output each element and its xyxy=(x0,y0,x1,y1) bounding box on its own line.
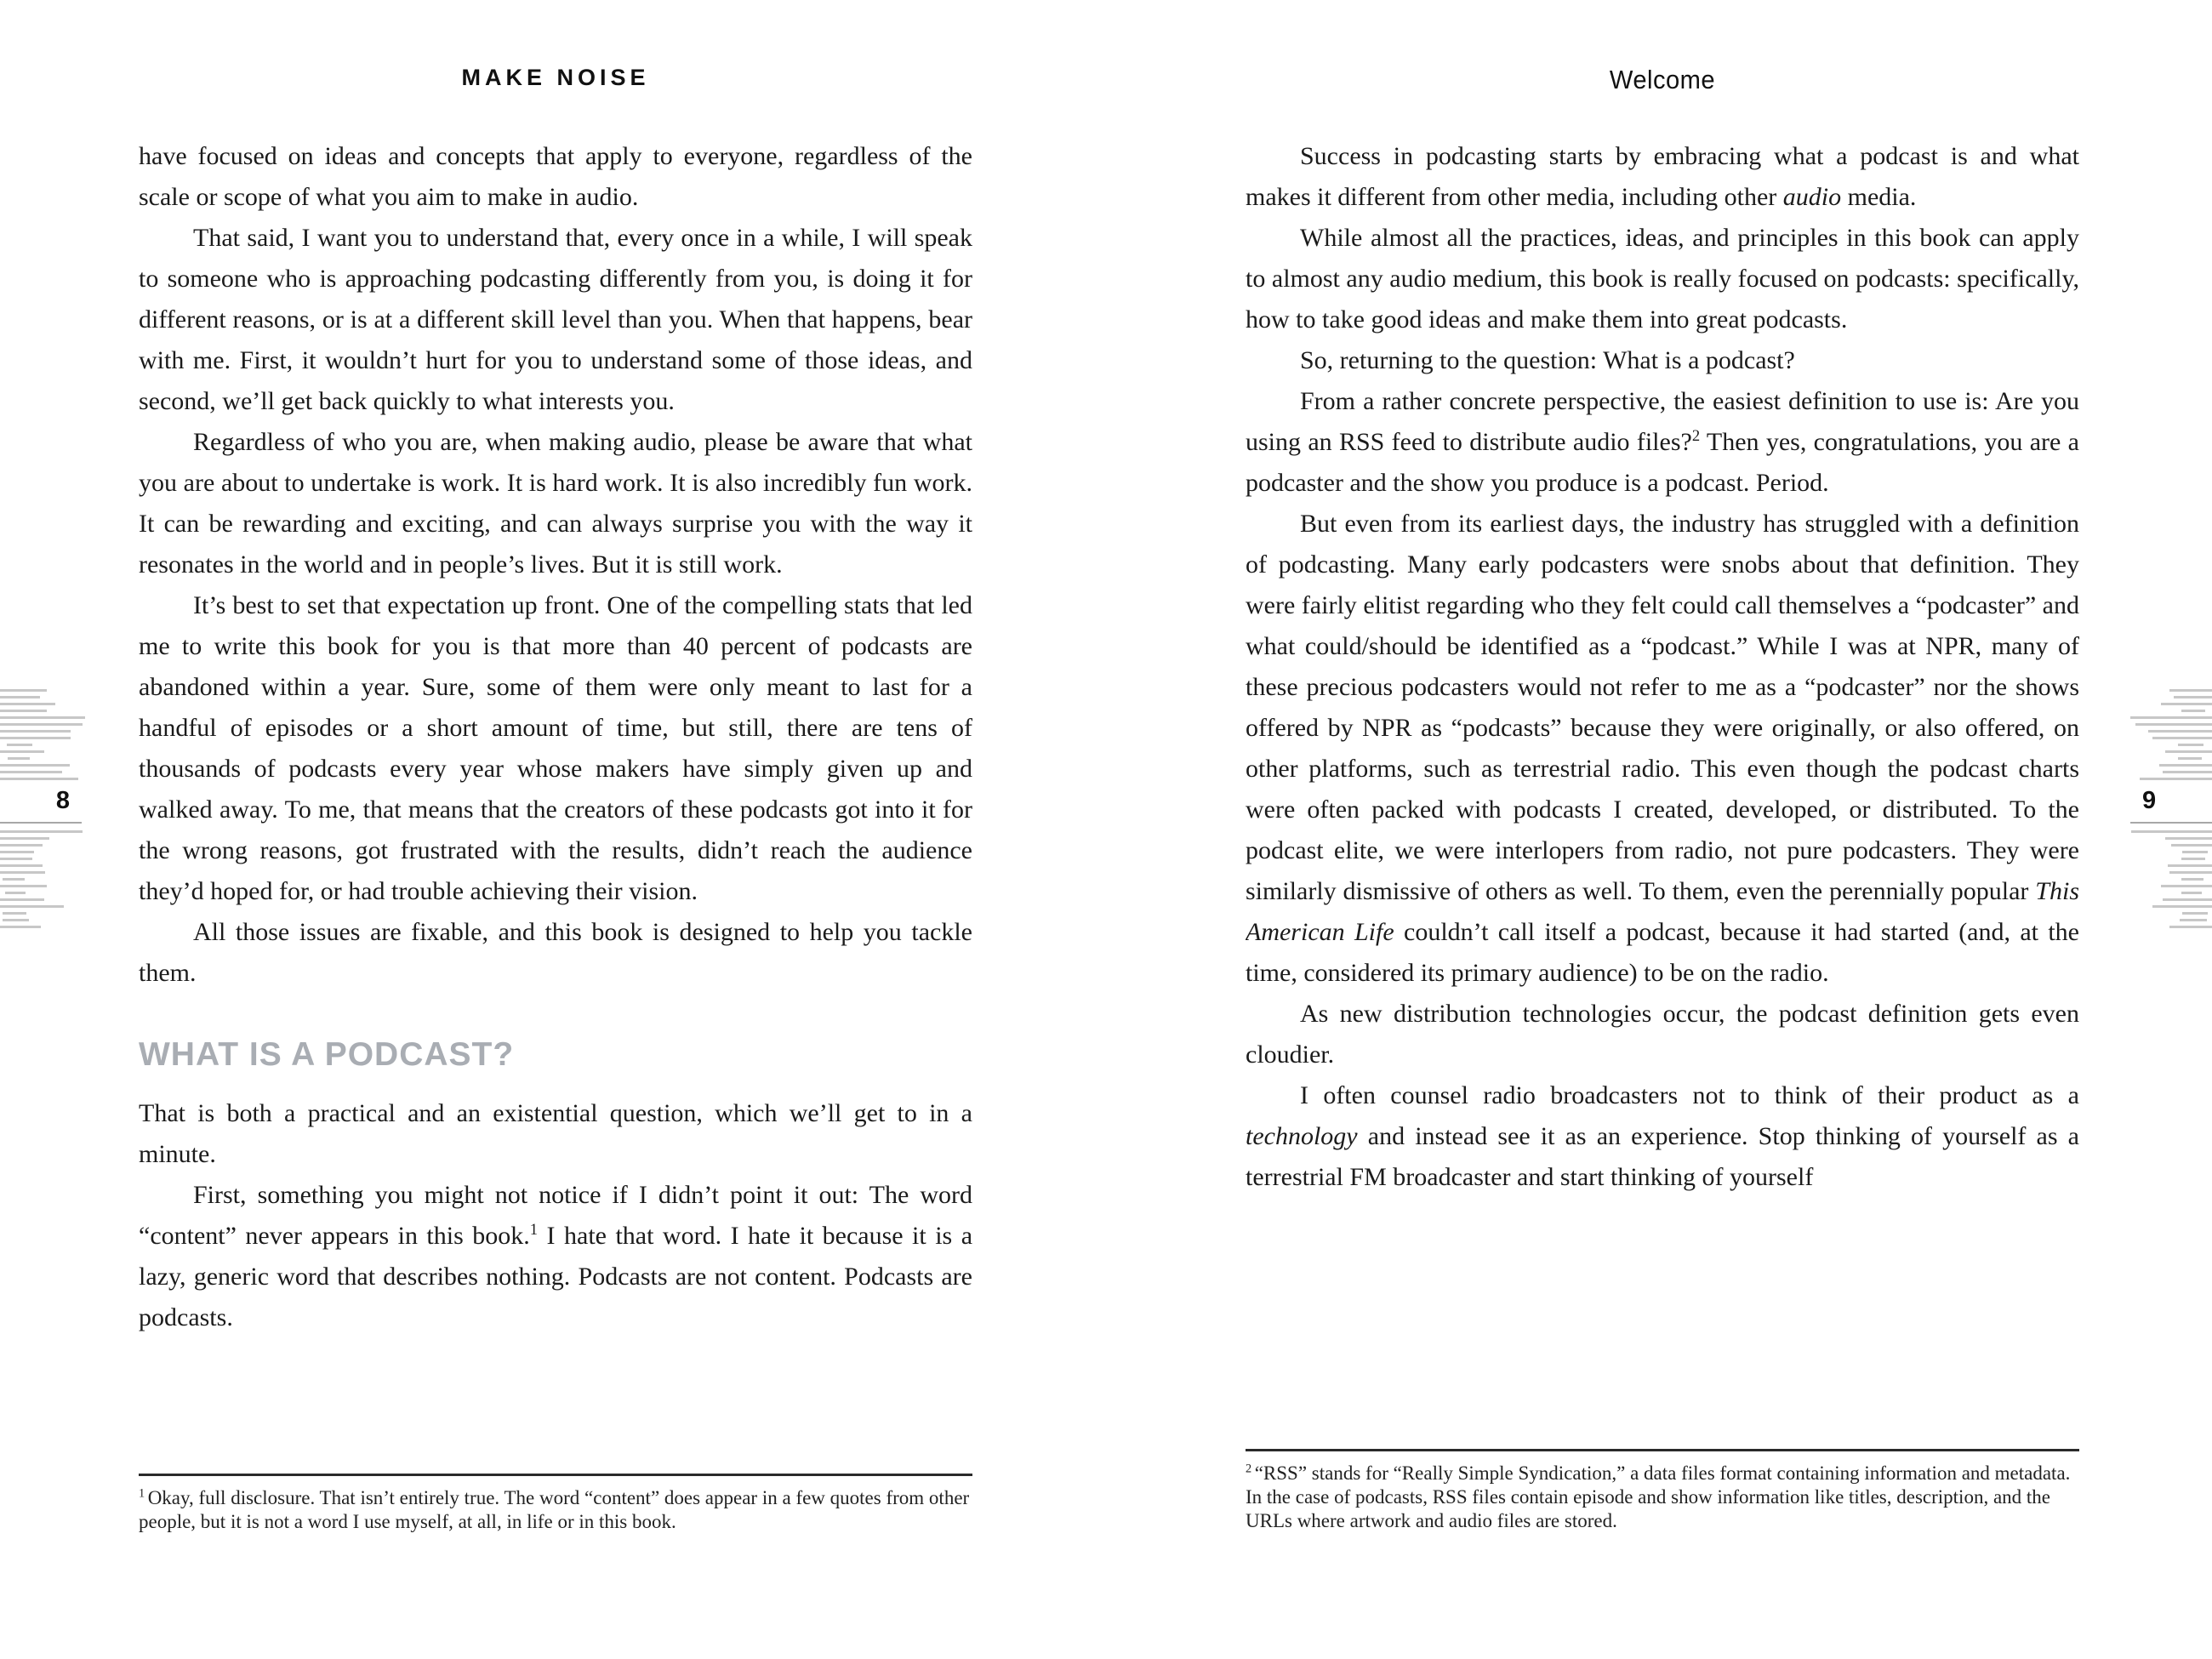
paragraph xyxy=(1246,218,2079,340)
page-number-left: 8 xyxy=(55,787,70,814)
waveform-bars-bottom xyxy=(2130,830,2212,928)
text-segment: This American Life xyxy=(1246,877,2079,946)
waveform-bar xyxy=(2181,858,2205,860)
page-number-right: 9 xyxy=(2142,787,2157,814)
waveform-bar xyxy=(2174,696,2212,698)
paragraph xyxy=(139,1093,972,1175)
text-segment: While almost all the practices, ideas, and principles in this book can apply to almost any audio medium, this book is really focused on podcasts: specifically, how to take good ideas and make them into great podcasts. xyxy=(1246,224,2079,334)
waveform-bars-top xyxy=(0,689,82,780)
footnote-marker: 2 xyxy=(1691,427,1701,445)
running-head-left: MAKE NOISE xyxy=(461,65,650,90)
waveform-bar xyxy=(0,885,47,887)
paragraph xyxy=(139,218,972,422)
waveform-bar xyxy=(2169,926,2212,928)
waveform-bar xyxy=(0,830,83,833)
text-segment: couldn’t call itself a podcast, because it had started (and, at the time, considered its primary audience) to be on the radio. xyxy=(1246,918,2079,987)
section-heading: WHAT IS A PODCAST? xyxy=(139,1036,515,1073)
text-segment: That is both a practical and an existential question, which we’ll get to in a minute. xyxy=(139,1098,972,1168)
waveform-bar xyxy=(0,871,45,874)
running-head-right: Welcome xyxy=(1609,65,1716,94)
waveform-bar xyxy=(0,905,64,908)
text-segment: technology xyxy=(1246,1122,1358,1150)
paragraph xyxy=(1246,504,2079,994)
waveform-bar xyxy=(2163,771,2212,773)
paragraph-group-before-heading xyxy=(139,136,972,994)
text-segment: I often counsel radio broadcasters not to think of their product as a xyxy=(1300,1081,2079,1109)
text-segment: and instead see it as an experience. Stop thinking of yourself as a terrestrial FM broadcaster and start thinking of yourself xyxy=(1246,1122,2079,1191)
paragraph-group-after-heading xyxy=(139,1093,972,1338)
waveform-bar xyxy=(2181,878,2203,881)
paragraph xyxy=(139,1175,972,1338)
waveform-bar xyxy=(0,837,49,840)
text-segment: Success in podcasting starts by embracing what a podcast is and what makes it different from other media, including other xyxy=(1246,142,2079,211)
waveform-decoration-left xyxy=(0,689,82,932)
text-segment: All those issues are fixable, and this book is designed to help you tackle them. xyxy=(139,918,972,987)
waveform-bar xyxy=(7,744,32,746)
waveform-bar xyxy=(3,912,26,915)
waveform-bar xyxy=(0,696,40,698)
text-segment: That said, I want you to understand that, every once in a while, I will speak to someone who is approaching podcasting differently from you, is doing it for different reasons, or is at a different skill level than you. When that happens, bear with me. First, it wouldn’t hurt for you to understand some of those ideas, and second, we’ll get back quickly to what interests you. xyxy=(139,224,972,415)
paragraph xyxy=(139,422,972,585)
waveform-bar xyxy=(2171,844,2212,847)
waveform-bar xyxy=(0,737,71,739)
text-segment: As new distribution technologies occur, the podcast definition gets even cloudier. xyxy=(1246,1000,2079,1069)
page-number-row xyxy=(2130,784,2212,824)
waveform-bar xyxy=(2165,837,2212,840)
waveform-bar xyxy=(2130,716,2212,719)
text-segment: have focused on ideas and concepts that apply to everyone, regardless of the scale or scope of what you aim to make in audio. xyxy=(139,142,972,211)
waveform-bars-bottom xyxy=(0,830,82,928)
paragraph xyxy=(1246,994,2079,1075)
text-segment: media. xyxy=(1841,183,1917,211)
body-text-right xyxy=(1246,136,2079,1198)
waveform-decoration-right xyxy=(2130,689,2212,932)
text-segment: From a rather concrete perspective, the easiest definition to use is: Are you using an RSS feed to distribute audio files? xyxy=(1246,387,2079,456)
waveform-bar xyxy=(2152,905,2212,908)
text-segment: Then yes, congratulations, you are a podcaster and the show you produce is a podcast. Period. xyxy=(1246,428,2079,497)
waveform-bar xyxy=(0,710,47,712)
footnote-marker: 1 xyxy=(529,1220,539,1239)
text-segment: I hate that word. I hate it because it is a lazy, generic word that describes nothing. Podcasts are not content. Podcasts are podcasts. xyxy=(139,1221,972,1331)
waveform-bar xyxy=(0,750,44,753)
page-number-row xyxy=(0,784,82,824)
waveform-bar xyxy=(2178,757,2202,760)
waveform-bar xyxy=(0,771,62,773)
waveform-bars-top xyxy=(2130,689,2212,780)
waveform-bar xyxy=(2182,851,2208,853)
footnote-left xyxy=(139,1474,972,1534)
waveform-bar xyxy=(0,851,34,853)
waveform-bar xyxy=(0,778,78,780)
footnote-right xyxy=(1246,1449,2079,1533)
footnote-marker: 1 xyxy=(139,1486,148,1501)
paragraph xyxy=(1246,340,2079,381)
waveform-bar xyxy=(0,730,71,733)
waveform-bar xyxy=(0,926,41,928)
waveform-bar xyxy=(2152,737,2212,739)
text-segment: “RSS” stands for “Really Simple Syndication,” a data files format containing information and metadata. In the case of podcasts, RSS files contain episode and show information like titles, description, and the URLs where artwork and audio files are stored. xyxy=(1246,1462,2071,1531)
text-segment: It’s best to set that expectation up front. One of the compelling stats that led me to write this book for you is that more than 40 percent of podcasts are abandoned within a year. Sure, some of them were only meant to last for a handful of episodes or a short amount of time, but still, there are tens of thousands of podcasts every year whose makers have simply given up and walked away. To me, that means that the creators of these podcasts got into it for the wrong reasons, got frustrated with the results, didn’t reach the audience they’d hoped for, or had trouble achieving their vision. xyxy=(139,591,972,905)
waveform-bar xyxy=(2181,892,2202,894)
waveform-bar xyxy=(2165,750,2212,753)
waveform-bar xyxy=(0,716,85,719)
paragraph xyxy=(1246,1075,2079,1198)
paragraph xyxy=(139,585,972,912)
text-segment: So, returning to the question: What is a podcast? xyxy=(1300,346,1795,374)
waveform-bar xyxy=(2163,898,2212,901)
waveform-bar xyxy=(2161,703,2212,705)
waveform-bar xyxy=(0,764,70,767)
text-segment: But even from its earliest days, the industry has struggled with a definition of podcasting. Many early podcasters were snobs about that definition. They were fairly elitist regarding who they felt could call themselves a “podcaster” and what could/should be identified as a “podcast.” While I was at NPR, many of these precious podcasters would not refer to me as a “podcaster” nor the shows offered by NPR as “podcasts” because they were originally, or also offered, on other platforms, such as terrestrial radio. This even though the podcast charts were often packed with podcasts I created, developed, or distributed. To the podcast elite, we were interlopers from radio, not pure podcasters. They were similarly dismissive of others as well. To them, even the perennially popular xyxy=(1246,510,2079,905)
waveform-bar xyxy=(0,723,83,726)
text-segment: First, something you might not notice if I didn’t point it out: The word “content” never appears in this book. xyxy=(139,1180,972,1250)
footnote-marker: 2 xyxy=(1246,1462,1255,1476)
waveform-bar xyxy=(2135,723,2212,726)
waveform-bar xyxy=(5,892,26,894)
waveform-bar xyxy=(2140,778,2212,780)
waveform-bar xyxy=(3,919,29,921)
paragraph xyxy=(139,136,972,218)
waveform-bar xyxy=(0,689,47,692)
body-text-left xyxy=(139,136,972,1338)
paragraph-group xyxy=(1246,136,2079,1198)
waveform-bar xyxy=(2161,885,2212,887)
waveform-bar xyxy=(2169,689,2212,692)
waveform-bar xyxy=(0,703,55,705)
waveform-bar xyxy=(2180,919,2207,921)
waveform-bar xyxy=(2148,730,2212,733)
waveform-bar xyxy=(2178,744,2203,746)
waveform-bar xyxy=(2169,871,2212,874)
text-segment: Okay, full disclosure. That isn’t entirely true. The word “content” does appear in a few quotes from other people, but it is not a word I use myself, at all, in life or in this book. xyxy=(139,1487,970,1532)
waveform-bar xyxy=(0,844,43,847)
waveform-bar xyxy=(3,878,25,881)
waveform-bar xyxy=(0,864,43,867)
text-segment: audio xyxy=(1782,183,1842,211)
waveform-bar xyxy=(2131,830,2212,833)
paragraph xyxy=(1246,136,2079,218)
waveform-bar xyxy=(0,858,32,860)
paragraph xyxy=(1246,381,2079,504)
right-page xyxy=(1106,0,2212,1659)
waveform-bar xyxy=(2168,864,2212,867)
waveform-bar xyxy=(2181,710,2205,712)
waveform-bar xyxy=(2182,912,2208,915)
waveform-bar xyxy=(2159,764,2212,767)
paragraph xyxy=(139,912,972,994)
waveform-bar xyxy=(0,898,44,901)
waveform-bar xyxy=(8,757,30,760)
text-segment: Regardless of who you are, when making audio, please be aware that what you are about to undertake is work. It is hard work. It is also incredibly fun work. It can be rewarding and exciting, and can always surprise you with the way it resonates in the world and in people’s lives. But it is still work. xyxy=(139,428,972,579)
